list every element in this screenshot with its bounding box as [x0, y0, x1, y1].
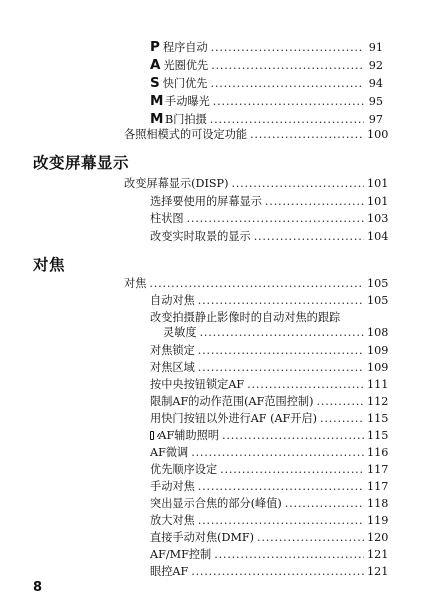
dot-leader: [257, 531, 364, 545]
dot-leader: [210, 113, 364, 127]
dot-leader: [254, 230, 364, 244]
toc-page: 121: [367, 548, 389, 561]
dot-leader: [250, 128, 364, 142]
toc-page: 117: [367, 480, 389, 493]
toc-label: 对焦区域: [150, 361, 195, 374]
toc-page: 94: [368, 77, 383, 90]
toc-label: 眼控AF: [150, 565, 189, 578]
toc-entry-aperture-priority[interactable]: [150, 58, 383, 73]
dot-leader: [191, 446, 364, 460]
toc-entry-program-auto[interactable]: [150, 40, 383, 55]
mode-p-icon: P: [150, 39, 160, 55]
dot-leader: [198, 361, 364, 375]
toc-label: 手动曝光: [165, 95, 210, 108]
toc-entry-auto-focus[interactable]: [150, 294, 389, 308]
af-illuminator-icon: [150, 431, 154, 440]
toc-page: 108: [367, 326, 389, 339]
toc-entry-focus[interactable]: [124, 277, 389, 291]
toc-label: 光圈优先: [163, 59, 209, 72]
toc-entry-af-on[interactable]: [150, 412, 389, 426]
toc-entry-live-view[interactable]: [150, 230, 389, 244]
toc-entry-focus-lock[interactable]: [150, 344, 389, 358]
toc-label: AF微调: [150, 446, 189, 459]
toc-page: 104: [367, 230, 389, 243]
dot-leader: [214, 548, 364, 562]
toc-page: 115: [367, 429, 389, 442]
toc-page: 97: [368, 113, 383, 126]
toc-label: 按中央按钮锁定AF: [150, 378, 245, 391]
toc-entry-eye-af[interactable]: [150, 565, 389, 579]
toc-entry-mode-functions[interactable]: [124, 128, 389, 142]
toc-label: 改变拍摄静止影像时的自动对焦的跟踪: [150, 311, 341, 324]
toc-label: 各照相模式的可设定功能: [124, 128, 248, 141]
dot-leader: [211, 77, 365, 91]
toc-label: B门拍摄: [165, 113, 207, 126]
dot-leader: [285, 497, 364, 511]
toc-entry-focus-magnifier[interactable]: [150, 514, 389, 528]
dot-leader: [198, 294, 364, 308]
toc-entry-manual-focus[interactable]: [150, 480, 389, 494]
toc-page: 115: [367, 412, 389, 425]
toc-entry-af-mf-control[interactable]: [150, 548, 389, 562]
toc-page: 112: [367, 395, 389, 408]
toc-label: 对焦: [124, 277, 147, 290]
dot-leader: [316, 395, 364, 409]
dot-leader: [187, 212, 364, 226]
dot-leader: [213, 95, 364, 109]
toc-page: 109: [367, 361, 389, 374]
toc-label: 自动对焦: [150, 294, 195, 307]
toc-entry-manual-exposure[interactable]: [150, 94, 383, 109]
toc-page: 101: [367, 195, 389, 208]
toc-label: 优先顺序设定: [150, 463, 218, 476]
dot-leader: [149, 277, 364, 291]
mode-m-icon: M: [150, 111, 164, 127]
section-heading-display: 改变屏幕显示: [33, 154, 130, 172]
dot-leader: [191, 565, 364, 579]
page-number: 8: [33, 580, 43, 595]
toc-page: 116: [367, 446, 389, 459]
toc-label: 手动对焦: [150, 480, 195, 493]
toc-entry-shutter-priority[interactable]: [150, 76, 383, 91]
toc-label: 改变屏幕显示(DISP): [124, 177, 229, 190]
toc-entry-bulb-shooting[interactable]: [150, 112, 383, 127]
dot-leader: [265, 195, 364, 209]
toc-label: 限制AF的动作范围(AF范围控制): [150, 395, 314, 408]
toc-entry-disp[interactable]: [124, 177, 389, 191]
dot-leader: [247, 378, 364, 392]
dot-leader: [231, 177, 364, 191]
toc-entry-histogram[interactable]: [150, 212, 389, 226]
dot-leader: [198, 344, 364, 358]
toc-label: 用快门按钮以外进行AF (AF开启): [150, 412, 318, 425]
toc-page: 103: [367, 212, 389, 225]
toc-entry-center-lock-af[interactable]: [150, 378, 389, 392]
dot-leader: [200, 326, 364, 340]
toc-page: 92: [368, 59, 383, 72]
section-heading-focus: 对焦: [33, 256, 66, 274]
toc-page: 119: [367, 514, 389, 527]
dot-leader: [320, 412, 364, 426]
mode-a-icon: A: [150, 57, 161, 73]
toc-label-continued: 灵敏度: [163, 326, 197, 339]
toc-entry-tracking-sensitivity-line1[interactable]: [150, 311, 383, 325]
toc-entry-peaking[interactable]: [150, 497, 389, 511]
toc-entry-dmf[interactable]: [150, 531, 389, 545]
dot-leader: [211, 59, 364, 73]
dot-leader: [198, 514, 364, 528]
toc-page: 117: [367, 463, 389, 476]
mode-s-icon: S: [150, 75, 160, 91]
toc-entry-select-display[interactable]: [150, 195, 389, 209]
toc-entry-focus-area[interactable]: [150, 361, 389, 375]
toc-label: 选择要使用的屏幕显示: [150, 195, 262, 208]
toc-page: 105: [367, 277, 389, 290]
toc-entry-af-micro-adj[interactable]: [150, 446, 389, 460]
toc-page: 118: [367, 497, 389, 510]
toc-label: AF辅助照明: [158, 429, 219, 442]
toc-page: 101: [367, 177, 389, 190]
toc-label: 放大对焦: [150, 514, 195, 527]
toc-label: 突出显示合焦的部分(峰值): [150, 497, 282, 510]
toc-entry-tracking-sensitivity[interactable]: [163, 326, 389, 340]
dot-leader: [222, 429, 364, 443]
toc-label: 柱状图: [150, 212, 184, 225]
toc-label: 直接手动对焦(DMF): [150, 531, 255, 544]
toc-entry-af-illuminator[interactable]: [150, 429, 389, 443]
toc-page: 95: [368, 95, 383, 108]
toc-label: 快门优先: [162, 77, 208, 90]
toc-label: 对焦锁定: [150, 344, 195, 357]
mode-m-icon: M: [150, 93, 164, 109]
toc-label: 程序自动: [162, 41, 208, 54]
toc-page: 100: [367, 128, 389, 141]
dot-leader: [211, 41, 364, 55]
dot-leader: [198, 480, 364, 494]
toc-page: 121: [367, 565, 389, 578]
toc-page: 105: [367, 294, 389, 307]
toc-label: AF/MF控制: [150, 548, 212, 561]
toc-entry-af-range-control[interactable]: [150, 395, 389, 409]
toc-entry-priority-setting[interactable]: [150, 463, 389, 477]
toc-page: 91: [368, 41, 383, 54]
toc-page: 120: [367, 531, 389, 544]
dot-leader: [220, 463, 364, 477]
toc-page: 111: [367, 378, 389, 391]
toc-label: 改变实时取景的显示: [150, 230, 251, 243]
toc-page: 109: [367, 344, 389, 357]
